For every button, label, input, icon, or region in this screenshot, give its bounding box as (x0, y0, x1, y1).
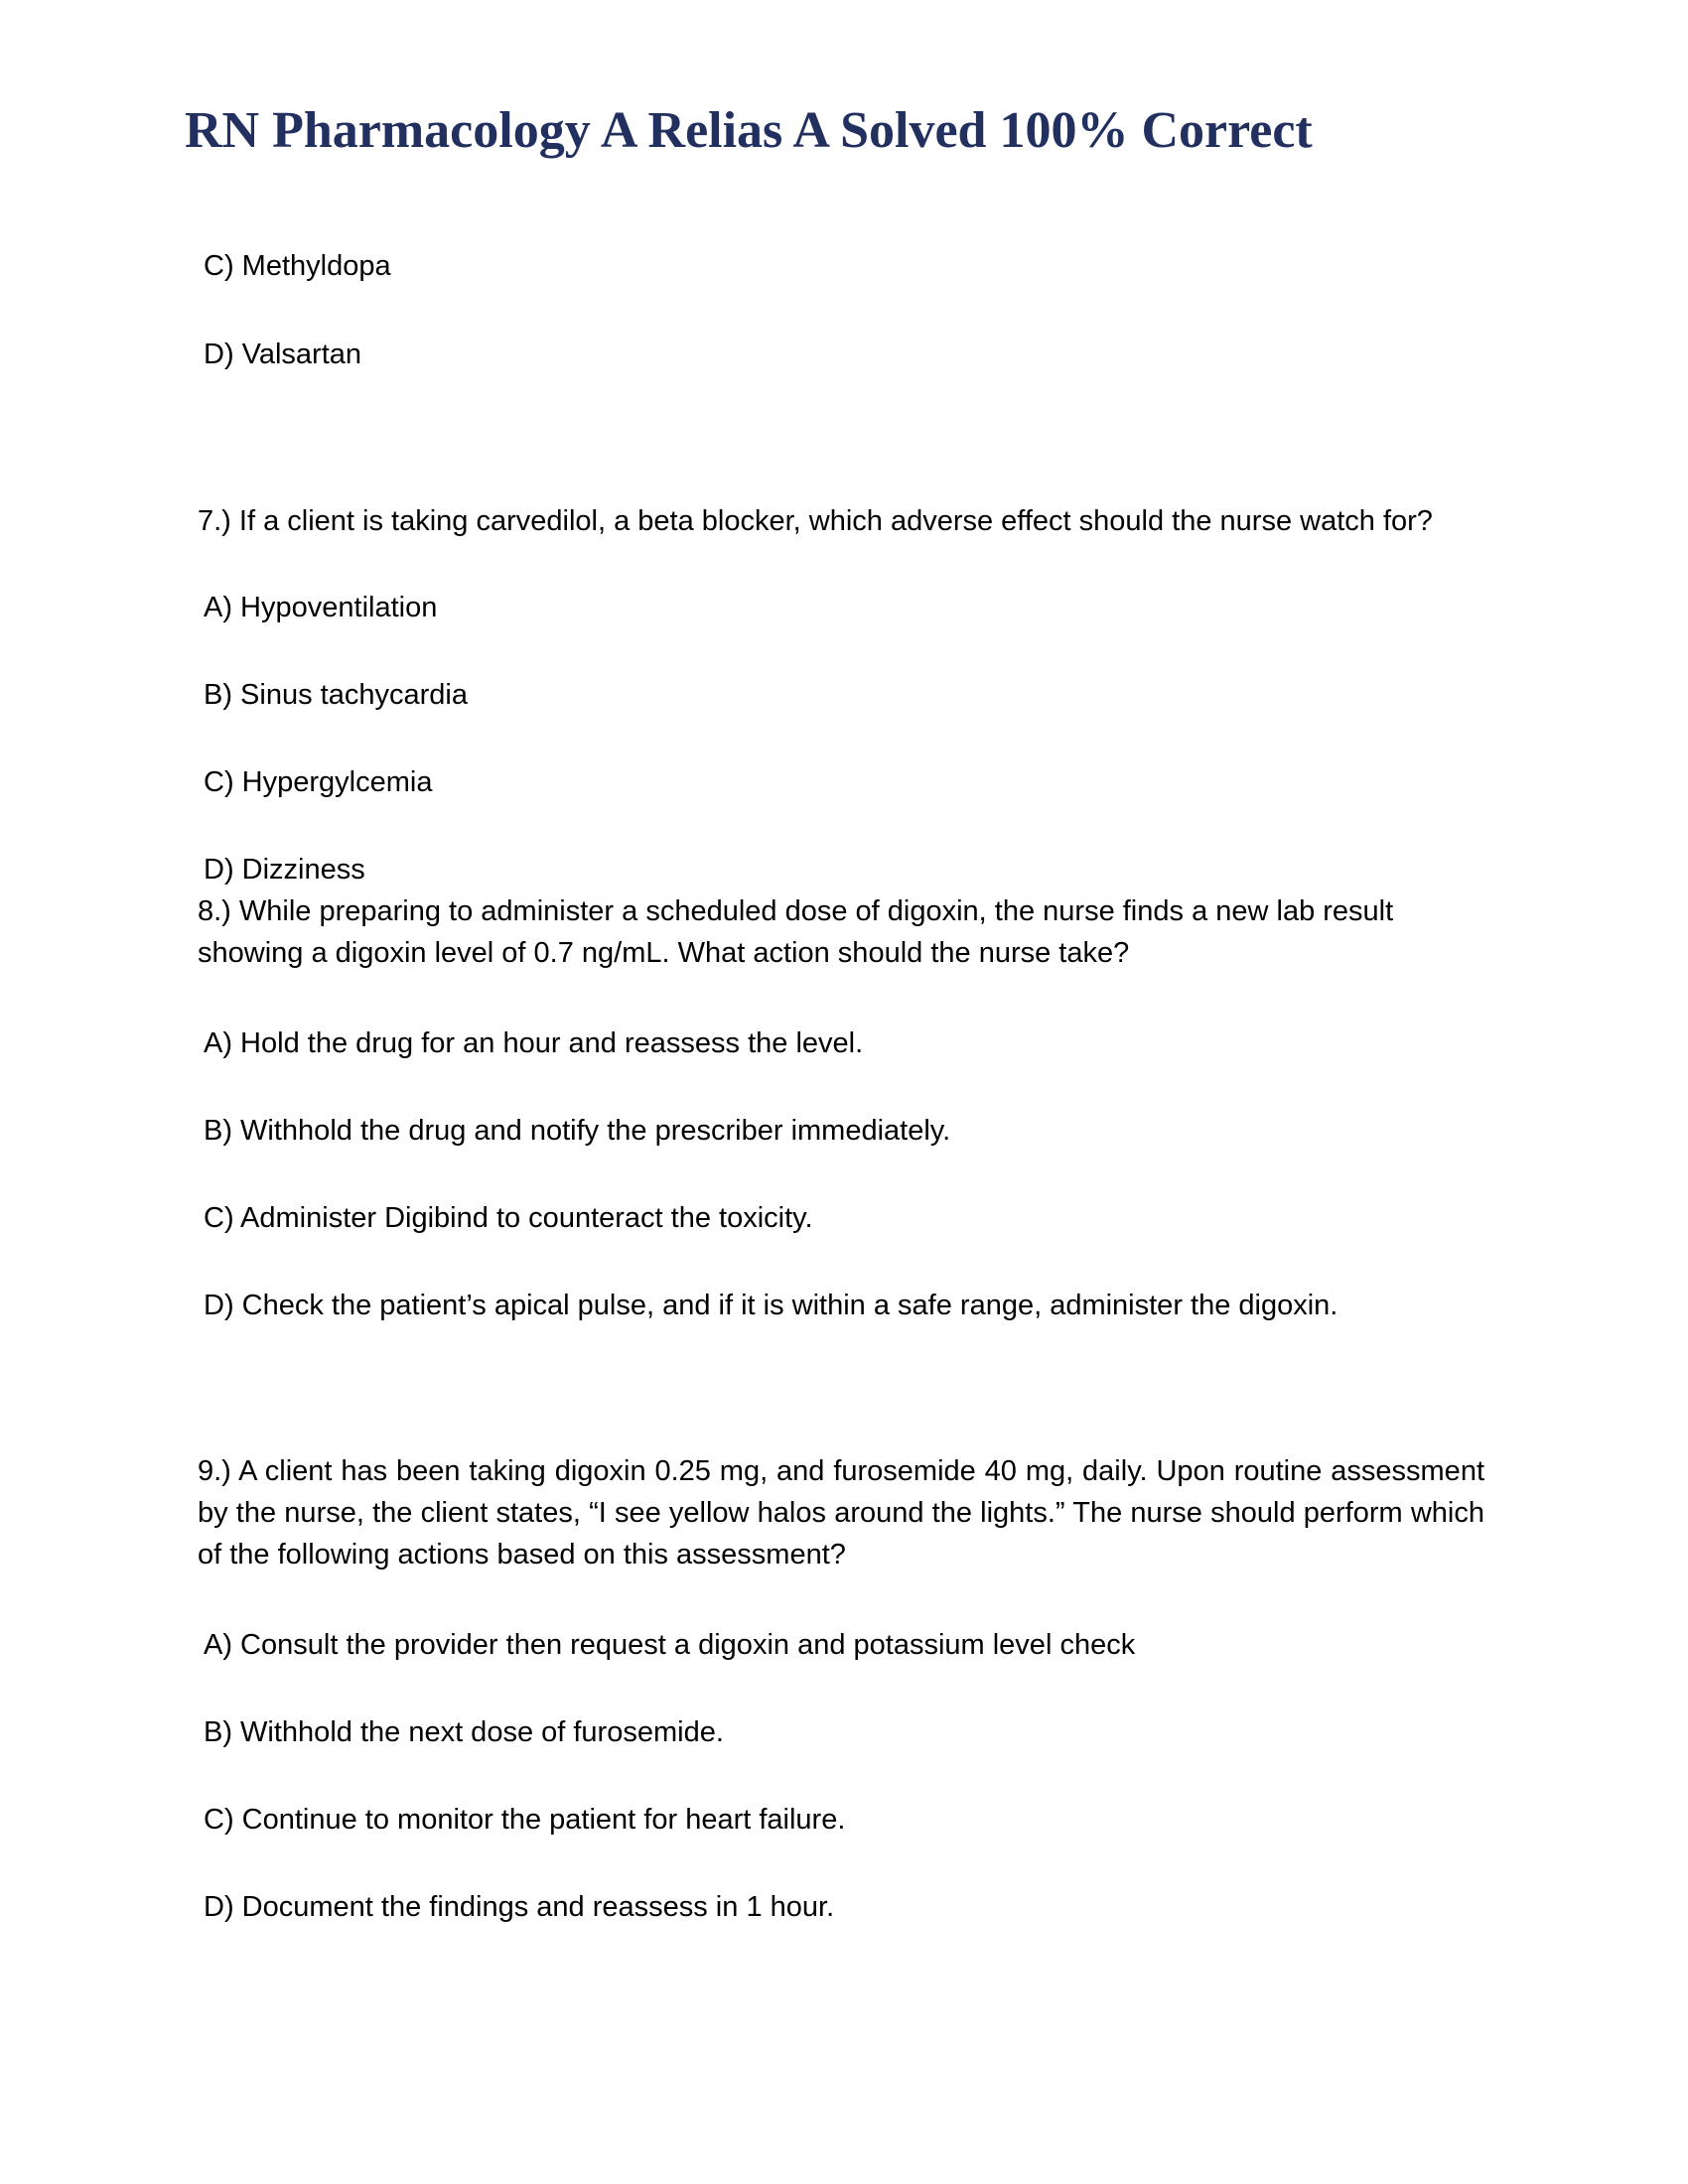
option-text: D) Check the patient’s apical pulse, and if it is within a safe range, administer the digoxin. (204, 1290, 1338, 1321)
option-text: C) Hypergylcemia (204, 766, 433, 798)
option-text: B) Withhold the drug and notify the prescriber immediately. (204, 1115, 951, 1147)
option-text: B) Sinus tachycardia (204, 679, 468, 711)
option-text: B) Withhold the next dose of furosemide. (204, 1716, 724, 1748)
option-text: A) Hold the drug for an hour and reassess the level. (204, 1027, 864, 1059)
option-text: D) Dizziness (204, 854, 365, 886)
option-text: A) Consult the provider then request a digoxin and potassium level check (204, 1629, 1136, 1661)
question-text: 7.) If a client is taking carvedilol, a beta blocker, which adverse effect should the nurse watch for? (198, 505, 1433, 537)
option-text: A) Hypoventilation (204, 592, 438, 623)
question-text: 8.) While preparing to administer a scheduled dose of digoxin, the nurse finds a new lab result showing a digoxin level of 0.7 ng/mL. What action should the nurse take? (198, 895, 1394, 969)
option-text: C) Continue to monitor the patient for heart failure. (204, 1804, 846, 1836)
option-text: D) Document the findings and reassess in 1 hour. (204, 1891, 835, 1923)
page-title: RN Pharmacology A Relias A Solved 100% Correct (185, 102, 1313, 159)
question-text: 9.) A client has been taking digoxin 0.25 mg, and furosemide 40 mg, daily. Upon routine assessment by the nurse, the client states, “I see yellow halos around the lights.” The nurse should perform which of the following actions based on this assessment? (198, 1455, 1484, 1570)
option-text: D) Valsartan (204, 339, 362, 370)
option-text: C) Methyldopa (204, 250, 391, 282)
option-text: C) Administer Digibind to counteract the toxicity. (204, 1202, 813, 1234)
